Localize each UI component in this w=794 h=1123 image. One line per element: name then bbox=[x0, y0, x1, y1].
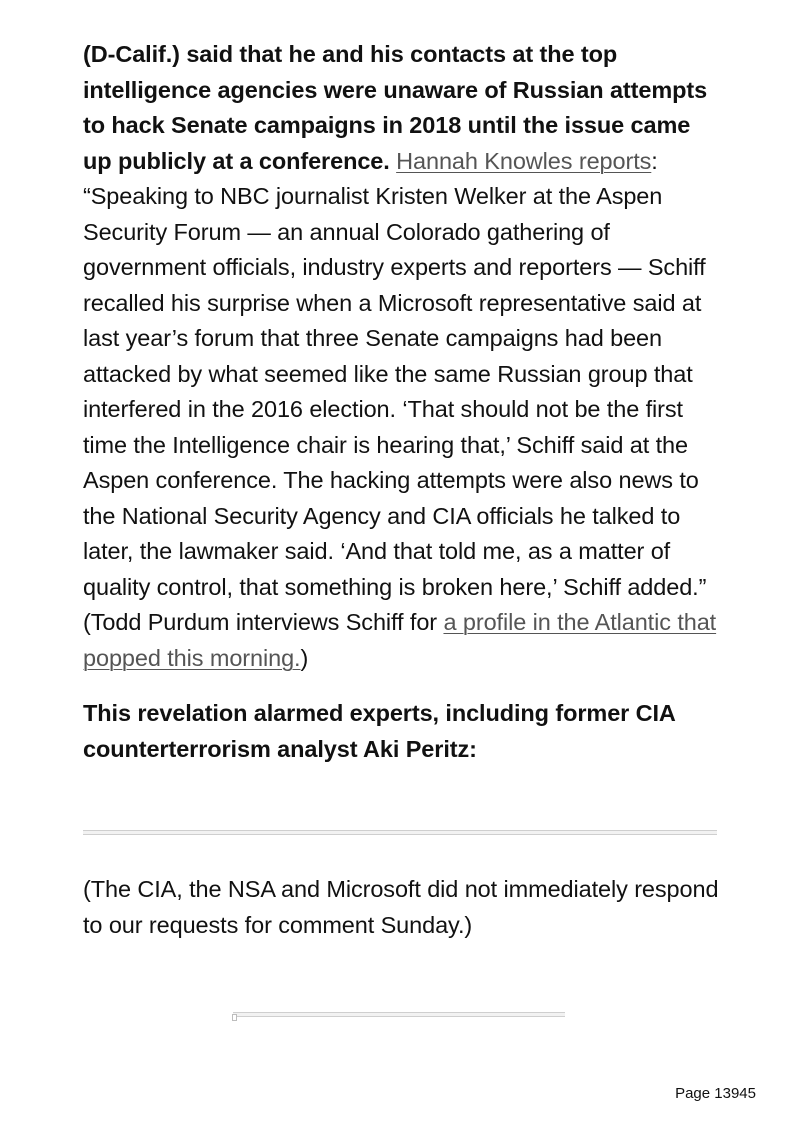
quote-tail: ) bbox=[300, 644, 309, 671]
hannah-knowles-link[interactable]: Hannah Knowles reports bbox=[396, 147, 652, 174]
paragraph-experts-alarmed: This revelation alarmed experts, including former CIA counterterrorism analyst Aki Peritz: bbox=[83, 700, 675, 762]
article-body bbox=[83, 37, 719, 767]
paragraph-schiff-quote bbox=[83, 37, 719, 676]
quote-text: : “Speaking to NBC journalist Kristen Welker at the Aspen Security Forum — an annual Colorado gathering of government officials, industry experts and reporters — Schiff recalled his surprise when a Microsoft representative said at last year’s forum that three Senate campaigns had been attacked by what seemed like the same Russian group that interfered in the 2016 election. ‘That should not be the first time the Intelligence chair is hearing that,’ Schiff said at the Aspen conference. The hacking attempts were also news to the National Security Agency and CIA officials he talked to later, the lawmaker said. ‘And that told me, as a matter of quality control, that something is broken here,’ Schiff added.” (Todd Purdum interviews Schiff for bbox=[83, 147, 707, 635]
divider-marker bbox=[232, 1014, 237, 1021]
section-divider bbox=[233, 1012, 565, 1017]
embed-divider bbox=[83, 830, 717, 835]
article-body-continued bbox=[83, 872, 719, 943]
paragraph-no-comment: (The CIA, the NSA and Microsoft did not immediately respond to our requests for comment Sunday.) bbox=[83, 876, 719, 938]
page-number: Page 13945 bbox=[675, 1085, 756, 1102]
atlantic-profile-link[interactable]: a profile in the Atlantic that popped this morning. bbox=[83, 609, 717, 671]
bold-lead-sentence: (D-Calif.) said that he and his contacts at the top intelligence agencies were unaware of Russian attempts to hack Senate campaigns in 2018 until the issue came up publicly at a conference. bbox=[83, 41, 708, 174]
